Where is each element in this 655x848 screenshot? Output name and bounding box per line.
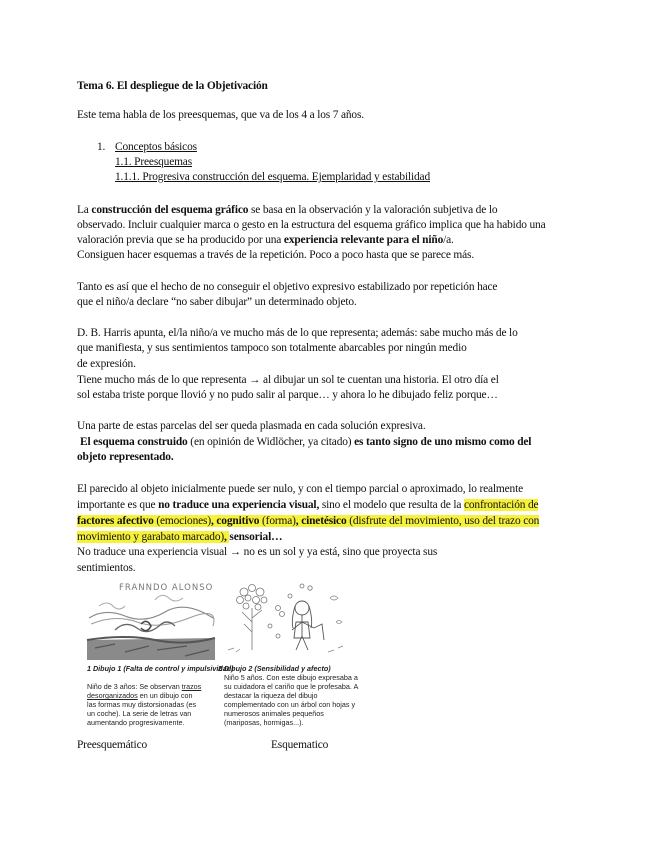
label-esquematico: Esquematico: [271, 739, 329, 751]
figure-1: [85, 578, 234, 736]
figure-1-sketch-text: FRANNDO ALONSO: [119, 583, 214, 593]
figure-2-caption-line-4: complementado con un árbol con hojas y: [224, 700, 356, 709]
figure-1-caption-title: 1 Dibujo 1 (Falta de control y impulsividad): [87, 664, 234, 673]
document-page: Tema 6. El despliegue de la Objetivación Este tema habla de los preesquemas, que va de los 4 a los 7 años. 1. Conceptos básicos 1.1. Preesquemas 1.1.1. Progresiva construcción del esquema. Ejemplaridad y estabilidad La construcción del esquema gráfico se basa en la observación y la valoración subjetiva de lo observado. Incluir cualquier marca o gesto en la estructura del esquema gráfico implica que ha habido una valoración previa que se ha producido por una experiencia relevante para el niño/a. Consiguen hacer esquemas a través de la repetición. Poco a poco hasta que se parece más. Tanto es así que el hecho de no conseguir el objetivo expresivo estabilizado por repetición hace que el niño/a declare “no saber dibujar” un determinado objeto. D. B. Harris apunta, el/la niño/a ve mucho más de lo que representa; además: sabe mucho más de lo que manifiesta, y sus sentimientos tampoco son totalmente abarcables por ningún medio de expresión. Tiene mucho más de lo que representa → al dibujar un sol te cuentan una historia. El otro día el sol estaba triste porque llovió y no pudo salir al parque… y ahora lo he dibujado feliz porque… Una parte de estas parcelas del ser queda plasmada en cada solución expresiva. El esquema construido (en opinión de Widlöcher, ya citado) es tanto signo de uno mismo como del objeto representado. El parecido al objeto inicialmente puede ser nulo, y con el tiempo parcial o aproximado, lo realmente importante es que no traduce una experiencia visual, sino el modelo que resulta de la confrontación de factores afectivo (emociones), cognitivo (forma), cinetésico (disfrute del movimiento, uso del trazo con movimiento y garabato marcado), sensorial… No traduce una experiencia visual → no es un sol y ya está, sino que proyecta sus sentimientos. FRANNDO ALONSO 1 Dibujo 1 (Falta de control y impulsividad) Niño de 3 años: Se observan trazos desorganizados en un dibujo con las formas muy distorsionadas (es un coche). La serie de letras van aumentando progresivamente. 2 Dibujo 2 (Sensibilidad y afecto) Niño 5 años. Con este dibujo expresaba a su cuidadora el cariño que le profesaba. A destacar la riqueza del dibujo complementado con un árbol con hojas y numerosos animales pequeños (mariposas, hormigas...). Preesquemático Esquematico: [77, 80, 546, 751]
figure-1-caption-line-3: las formas muy distorsionadas (es: [87, 700, 197, 709]
figure-2-caption-line-3: destacar la riqueza del dibujo: [224, 691, 318, 700]
figure-2: [218, 578, 363, 736]
figure-2-drawing: [218, 578, 363, 660]
figure-1-caption-line-4: un coche). La serie de letras van: [87, 709, 192, 718]
figure-2-caption-title: 2 Dibujo 2 (Sensibilidad y afecto): [218, 664, 331, 673]
figure-1-caption-line-2: desorganizados en un dibujo con: [87, 691, 193, 700]
outline-item-3: 1.1.1. Progresiva construcción del esquema. Ejemplaridad y estabilidad: [115, 171, 430, 183]
figure-1-drawing: [85, 578, 217, 660]
figure-2-caption-line-5: numerosos animales pequeños: [224, 709, 324, 718]
figure-2-caption-line-2: su cuidadora el cariño que le profesaba. A: [224, 682, 359, 691]
outline-item-1: Conceptos básicos: [115, 141, 197, 153]
intro-paragraph: Este tema habla de los preesquemas, que va de los 4 a los 7 años.: [77, 109, 364, 121]
document-title: Tema 6. El despliegue de la Objetivación: [77, 80, 268, 92]
outline-number: 1.: [97, 141, 106, 153]
figure-2-caption-line-6: (mariposas, hormigas...).: [224, 718, 304, 727]
figure-2-caption-line-1: Niño 5 años. Con este dibujo expresaba a: [224, 673, 358, 682]
figure-1-caption-line-5: aumentando progresivamente.: [87, 718, 185, 727]
label-preesquematico: Preesquemático: [77, 739, 148, 751]
figure-1-caption-line-1: Niño de 3 años: Se observan trazos: [87, 682, 202, 691]
outline-item-2: 1.1. Preesquemas: [115, 156, 193, 168]
